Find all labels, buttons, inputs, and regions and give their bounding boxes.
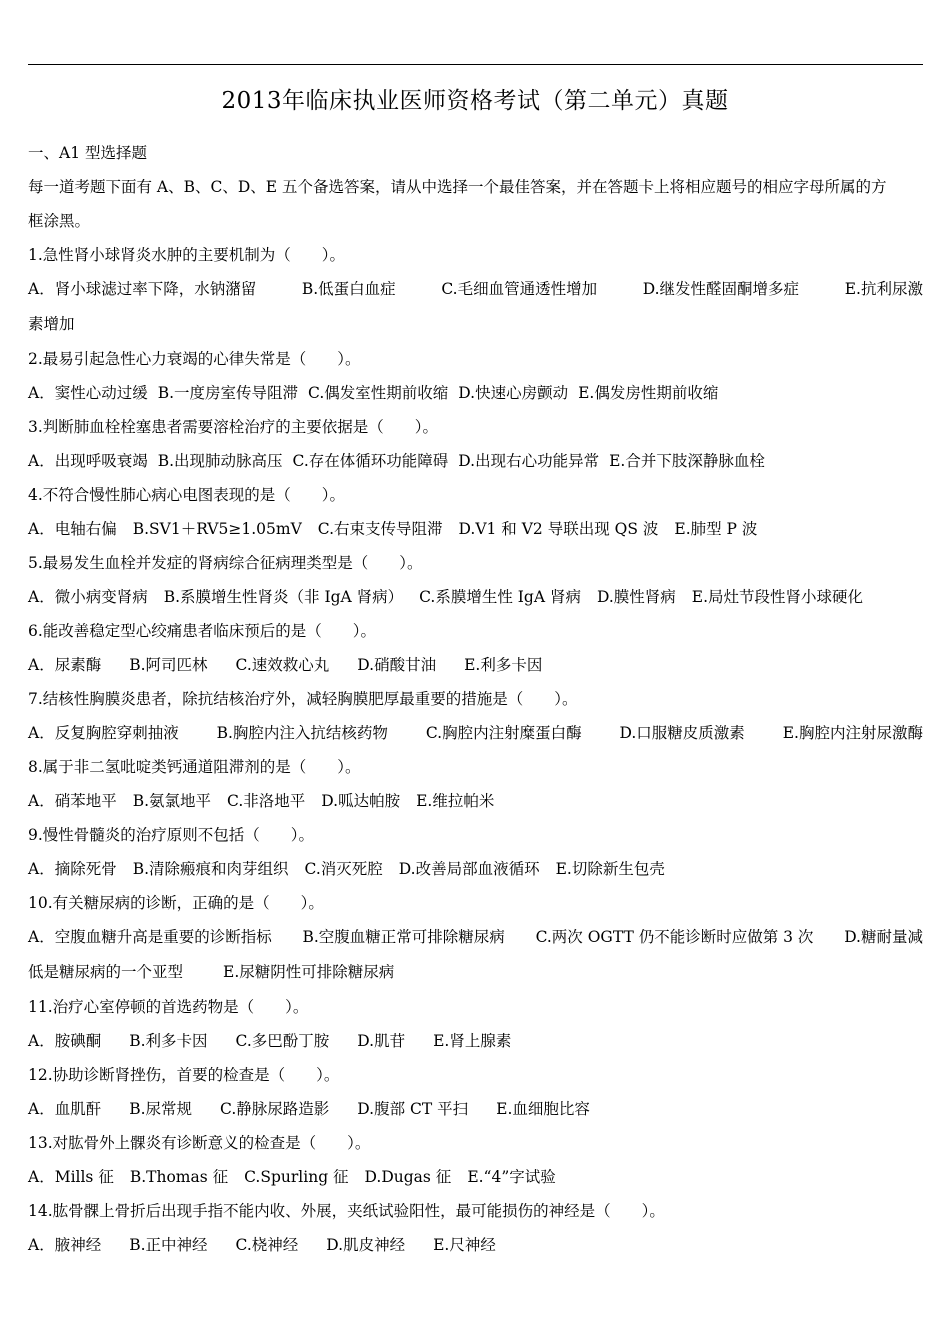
answer-option: D.膜性肾病	[596, 588, 676, 606]
option-row	[28, 512, 923, 546]
answer-option: C.消灭死腔	[304, 860, 383, 878]
answer-option: A．反复胸腔穿刺抽液	[28, 724, 179, 742]
page-title: 2013年临床执业医师资格考试（第二单元）真题	[221, 88, 729, 114]
answer-option: B.利多卡因	[129, 1032, 208, 1050]
answer-option: C.Spurling 征	[244, 1168, 349, 1186]
question-stem: 11.治疗心室停顿的首选药物是（ ）。	[28, 998, 309, 1016]
option-row	[28, 376, 923, 410]
option-row	[28, 1228, 923, 1262]
question-stem: 12.协助诊断肾挫伤，首要的检查是（ ）。	[28, 1066, 340, 1084]
answer-option: D.V1 和 V2 导联出现 QS 波	[458, 520, 659, 538]
answer-option: E.合并下肢深静脉血栓	[609, 452, 765, 470]
question-stem: 8.属于非二氢吡啶类钙通道阻滞剂的是（ ）。	[28, 758, 361, 776]
answer-option: B.胸腔内注入抗结核药物	[216, 724, 388, 742]
answer-option: C.右束支传导阻滞	[317, 520, 443, 538]
answer-option: A．出现呼吸衰竭	[28, 452, 148, 470]
answer-option: E.切除新生包壳	[555, 860, 665, 878]
answer-option: B.一度房室传导阻滞	[157, 384, 299, 402]
answer-option: B.空腹血糖正常可排除糖尿病	[302, 928, 505, 946]
answer-option: B.清除瘢痕和肉芽组织	[132, 860, 289, 878]
answer-option: A．腋神经	[28, 1236, 102, 1254]
answer-option: B.阿司匹林	[129, 656, 208, 674]
option-row	[28, 1024, 923, 1058]
answer-option: E.胸腔内注射尿激酶	[782, 724, 923, 742]
answer-option: C.偶发室性期前收缩	[308, 384, 449, 402]
question-item	[28, 546, 923, 614]
option-continuation-text: 素增加	[28, 315, 75, 333]
question-stem: 10.有关糖尿病的诊断，正确的是（ ）。	[28, 894, 324, 912]
answer-option: E.利多卡因	[464, 656, 543, 674]
answer-option: D.腹部 CT 平扫	[357, 1100, 469, 1118]
question-stem: 3.判断肺血栓栓塞患者需要溶栓治疗的主要依据是（ ）。	[28, 418, 439, 436]
answer-option: E.局灶节段性肾小球硬化	[691, 588, 864, 606]
question-stem: 14.肱骨髁上骨折后出现手指不能内收、外展，夹纸试验阳性，最可能损伤的神经是（ ）。	[28, 1202, 665, 1220]
answer-option: B.系膜增生性肾炎（非 IgA 肾病）	[163, 588, 404, 606]
question-stem: 4.不符合慢性肺心病心电图表现的是（ ）。	[28, 486, 346, 504]
option-row	[28, 784, 923, 818]
answer-option: E.血细胞比容	[496, 1100, 590, 1118]
answer-option: B.尿常规	[129, 1100, 193, 1118]
answer-option: E.肺型 P 波	[674, 520, 758, 538]
option-row	[28, 920, 923, 954]
answer-option: A．摘除死骨	[28, 860, 117, 878]
answer-option: D.肌苷	[357, 1032, 406, 1050]
answer-option: A．胺碘酮	[28, 1032, 102, 1050]
question-item	[28, 1126, 923, 1194]
answer-option: D.口服糖皮质激素	[619, 724, 745, 742]
question-stem: 9.慢性骨髓炎的治疗原则不包括（ ）。	[28, 826, 315, 844]
answer-option: D.硝酸甘油	[357, 656, 437, 674]
answer-option: A．血肌酐	[28, 1100, 102, 1118]
question-item	[28, 614, 923, 682]
answer-option: C.静脉尿路造影	[220, 1100, 330, 1118]
answer-option: A．硝苯地平	[28, 792, 117, 810]
question-stem: 7.结核性胸膜炎患者，除抗结核治疗外，减轻胸膜肥厚最重要的措施是（ ）。	[28, 690, 578, 708]
option-row	[28, 852, 923, 886]
option-row	[28, 1160, 923, 1194]
question-item	[28, 886, 923, 990]
answer-option: C.桡神经	[235, 1236, 299, 1254]
answer-option: D.肌皮神经	[326, 1236, 406, 1254]
question-stem: 13.对肱骨外上髁炎有诊断意义的检查是（ ）。	[28, 1134, 371, 1152]
option-row	[28, 1092, 923, 1126]
answer-option: B.低蛋白血症	[301, 280, 396, 298]
question-item	[28, 990, 923, 1058]
document-body	[28, 136, 923, 1262]
option-row	[28, 272, 923, 306]
question-item	[28, 478, 923, 546]
option-continuation-text: E.尿糖阴性可排除糖尿病	[223, 963, 395, 981]
answer-option: C.系膜增生性 IgA 肾病	[419, 588, 581, 606]
question-item	[28, 1194, 923, 1262]
question-stem: 1.急性肾小球肾炎水肿的主要机制为（ ）。	[28, 246, 346, 264]
answer-option: D.改善局部血液循环	[398, 860, 540, 878]
answer-option: C.胸腔内注射糜蛋白酶	[425, 724, 582, 742]
question-item	[28, 750, 923, 818]
option-continuation	[28, 306, 923, 342]
option-row	[28, 648, 923, 682]
question-item	[28, 1058, 923, 1126]
answer-option: D.Dugas 征	[364, 1168, 452, 1186]
option-continuation-text: 低是糖尿病的一个亚型	[28, 963, 184, 981]
question-stem: 5.最易发生血栓并发症的肾病综合征病理类型是（ ）。	[28, 554, 423, 572]
question-item	[28, 410, 923, 478]
answer-option: E.“4”字试验	[467, 1168, 556, 1186]
question-stem: 2.最易引起急性心力衰竭的心律失常是（ ）。	[28, 350, 361, 368]
answer-option: B.正中神经	[129, 1236, 208, 1254]
answer-option: E.尺神经	[433, 1236, 496, 1254]
question-item	[28, 682, 923, 750]
answer-option: C.两次 OGTT 仍不能诊断时应做第 3 次	[535, 928, 814, 946]
answer-option: D.糖耐量减	[844, 928, 923, 946]
question-item	[28, 238, 923, 342]
answer-option: D.快速心房颤动	[458, 384, 569, 402]
section-heading: 一、A1 型选择题	[28, 144, 147, 162]
option-row	[28, 444, 923, 478]
option-row	[28, 580, 923, 614]
instruction-line-2: 框涂黑。	[28, 212, 91, 230]
question-stem: 6.能改善稳定型心绞痛患者临床预后的是（ ）。	[28, 622, 377, 640]
answer-option: E.抗利尿激	[844, 280, 923, 298]
answer-option: B.出现肺动脉高压	[157, 452, 283, 470]
answer-option: D.呱达帕胺	[321, 792, 401, 810]
question-item	[28, 818, 923, 886]
answer-option: C.速效救心丸	[235, 656, 330, 674]
option-row	[28, 716, 923, 750]
answer-option: A．电轴右偏	[28, 520, 117, 538]
answer-option: C.存在体循环功能障碍	[292, 452, 449, 470]
answer-option: A．尿素酶	[28, 656, 102, 674]
header-rule	[28, 64, 923, 65]
answer-option: E.偶发房性期前收缩	[578, 384, 719, 402]
answer-option: E.维拉帕米	[416, 792, 495, 810]
answer-option: C.毛细血管通透性增加	[441, 280, 598, 298]
answer-option: A．窦性心动过缓	[28, 384, 148, 402]
answer-option: A．空腹血糖升高是重要的诊断指标	[28, 928, 272, 946]
answer-option: B.SV1＋RV5≥1.05mV	[132, 520, 302, 538]
instruction-line-1: 每一道考题下面有 A、B、C、D、E 五个备选答案，请从中选择一个最佳答案，并在答题卡上将相应题号的相应字母所属的方	[28, 178, 887, 196]
answer-option: A．Mills 征	[28, 1168, 114, 1186]
answer-option: B.氨氯地平	[132, 792, 212, 810]
answer-option: C.多巴酚丁胺	[235, 1032, 330, 1050]
answer-option: A．肾小球滤过率下降，水钠潴留	[28, 280, 257, 298]
question-list	[28, 238, 923, 1262]
answer-option: A．微小病变肾病	[28, 588, 148, 606]
answer-option: C.非洛地平	[227, 792, 306, 810]
option-continuation	[28, 954, 923, 990]
answer-option: D.出现右心功能异常	[458, 452, 600, 470]
answer-option: D.继发性醛固酮增多症	[642, 280, 800, 298]
answer-option: E.肾上腺素	[433, 1032, 512, 1050]
answer-option: B.Thomas 征	[129, 1168, 229, 1186]
question-item	[28, 342, 923, 410]
